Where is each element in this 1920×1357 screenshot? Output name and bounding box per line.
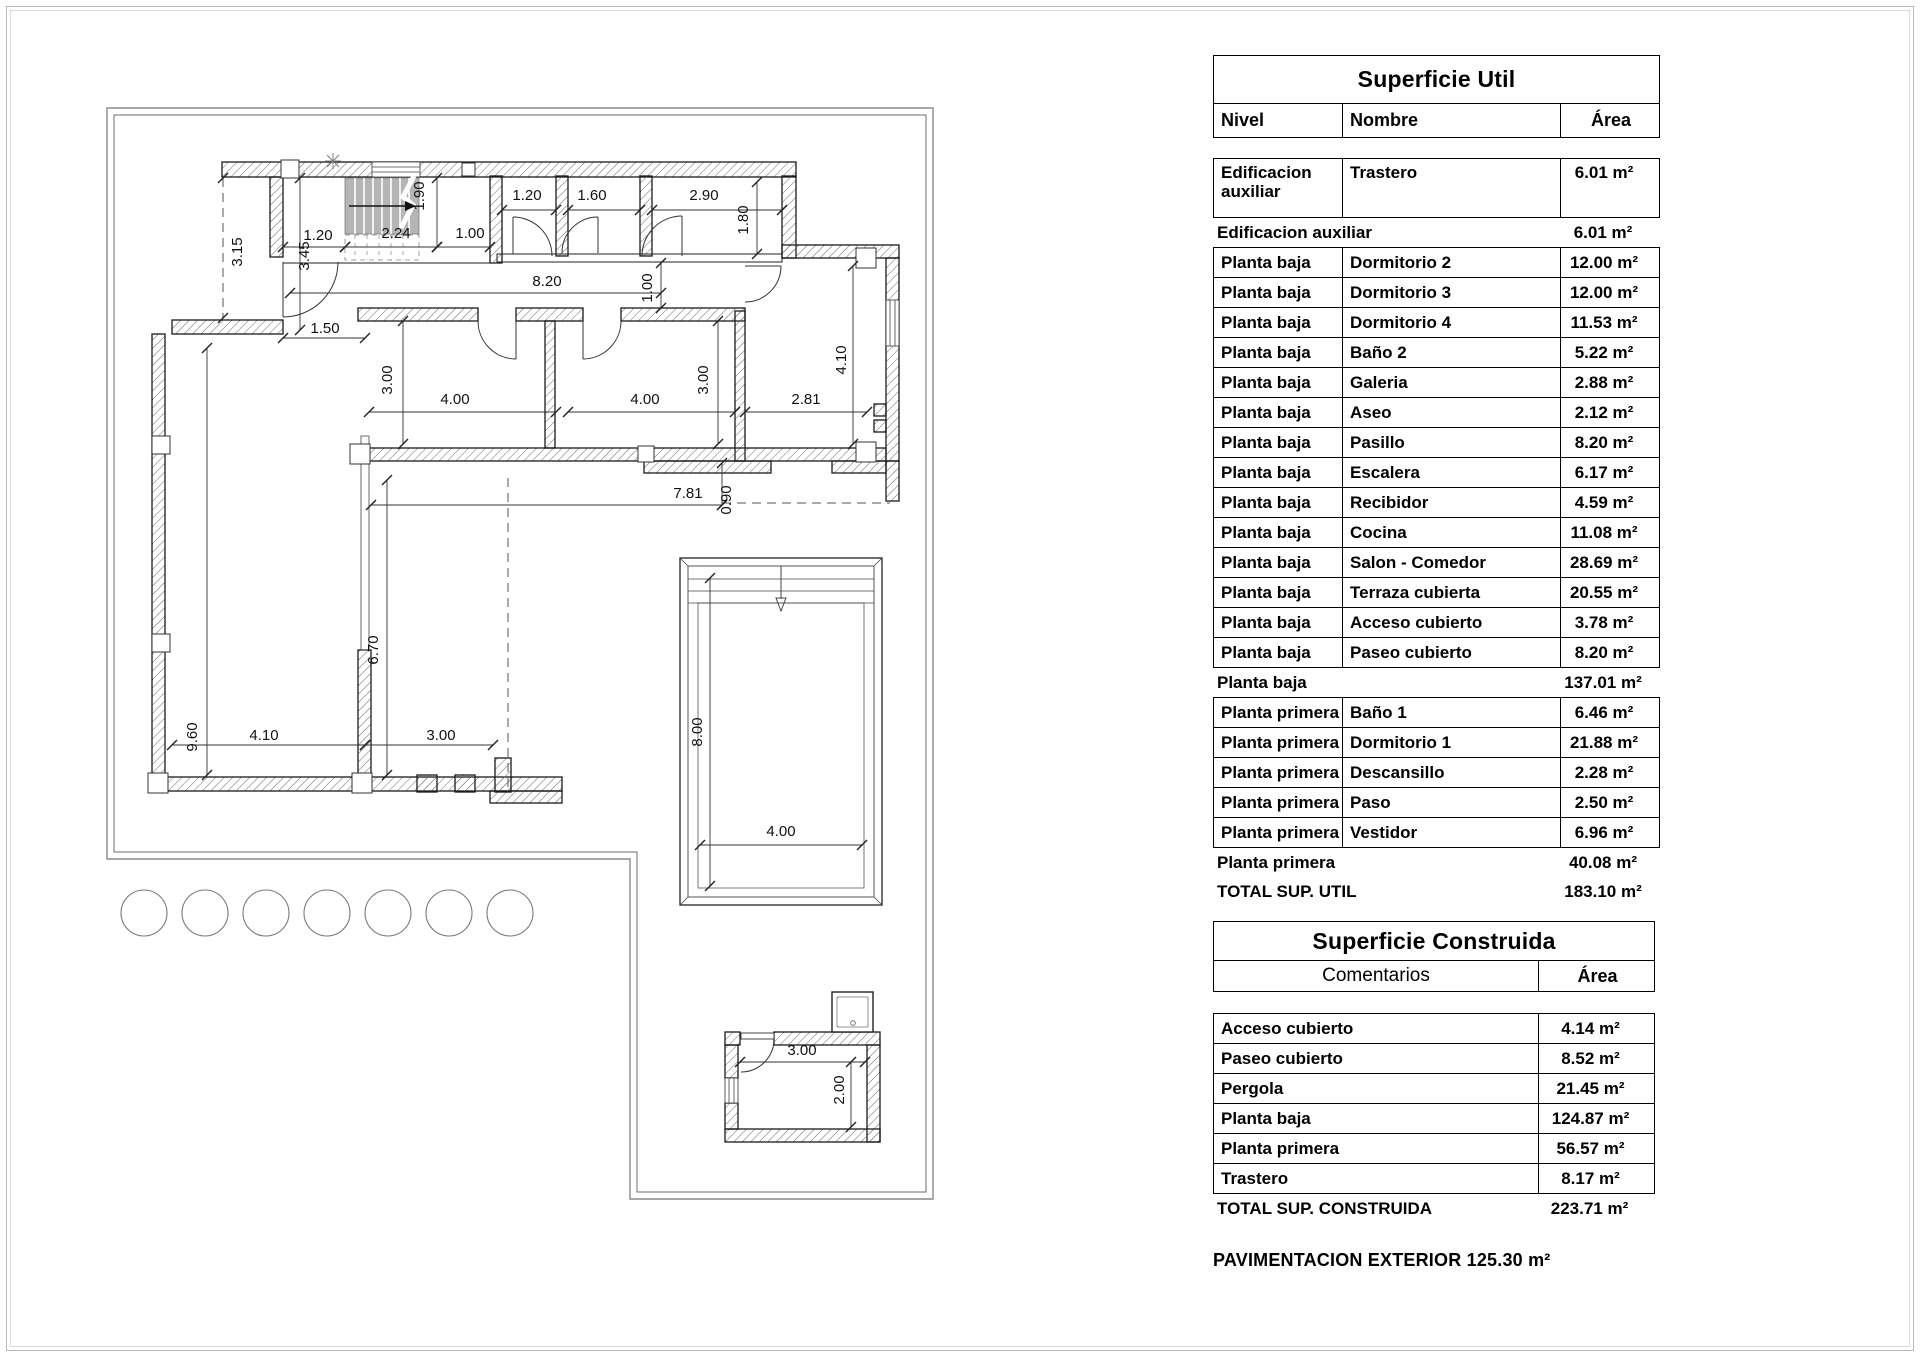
table-subtotal-row xyxy=(1213,848,1660,877)
cell-nombre: Dormitorio 4 xyxy=(1343,308,1561,337)
table-row xyxy=(1214,787,1659,817)
cell-nombre: Escalera xyxy=(1343,458,1561,487)
cell-nombre: Paso xyxy=(1343,788,1561,817)
cell-nombre: Salon - Comedor xyxy=(1343,548,1561,577)
cell-nombre: Aseo xyxy=(1343,398,1561,427)
cell-label: Pergola xyxy=(1214,1074,1539,1103)
cell-area: 6.96 m² xyxy=(1574,822,1634,842)
cell-nombre: Dormitorio 2 xyxy=(1343,248,1561,277)
table-row xyxy=(1214,1014,1654,1043)
cell-nivel: Planta baja xyxy=(1214,278,1343,307)
cell-nombre: Dormitorio 3 xyxy=(1343,278,1561,307)
table-title: Superficie Construida xyxy=(1213,921,1655,961)
dimension-label: 4.10 xyxy=(249,727,279,744)
table-group xyxy=(1213,158,1660,218)
cell-nivel: Edificacion auxiliar xyxy=(1214,159,1343,217)
cell-label: Planta baja xyxy=(1214,1104,1539,1133)
dimension-label: 1.00 xyxy=(455,225,485,242)
table-row xyxy=(1214,1103,1654,1133)
dimension-label: 4.00 xyxy=(766,823,796,840)
table-row xyxy=(1214,1133,1654,1163)
cell-area: 56.57 m² xyxy=(1556,1138,1625,1158)
cell-nivel: Planta baja xyxy=(1214,368,1343,397)
subtotal-area: 40.08 m² xyxy=(1568,852,1638,872)
cell-area: 20.55 m² xyxy=(1569,582,1639,602)
dimension-label: 3.00 xyxy=(787,1042,817,1059)
cell-nombre: Galeria xyxy=(1343,368,1561,397)
subtotal-label: Planta baja xyxy=(1217,672,1307,692)
cell-nivel: Planta baja xyxy=(1214,308,1343,337)
cell-nombre: Acceso cubierto xyxy=(1343,608,1561,637)
superficie-construida-table xyxy=(1213,921,1655,1223)
table-subtotal-row xyxy=(1213,668,1660,697)
dimension-label: 2.81 xyxy=(791,391,821,408)
cell-nivel: Planta baja xyxy=(1214,338,1343,367)
dimension-label: 1.60 xyxy=(577,187,607,204)
dimension-label: 7.81 xyxy=(673,485,703,502)
header-area: Área xyxy=(1577,965,1618,986)
table-row xyxy=(1214,487,1659,517)
cell-area: 8.52 m² xyxy=(1561,1048,1620,1068)
cell-nivel: Planta baja xyxy=(1214,248,1343,277)
dimension-label: 4.00 xyxy=(440,391,470,408)
cell-nivel: Planta primera xyxy=(1214,728,1343,757)
superficie-util-table xyxy=(1213,55,1660,906)
dimension-label: 1.90 xyxy=(411,181,428,211)
dimension-label: 1.00 xyxy=(639,273,656,303)
cell-area: 4.59 m² xyxy=(1574,492,1634,512)
cell-nivel: Planta baja xyxy=(1214,638,1343,667)
dimension-label: 1.20 xyxy=(512,187,542,204)
cell-nivel: Planta baja xyxy=(1214,428,1343,457)
total-label: TOTAL SUP. CONSTRUIDA xyxy=(1217,1198,1433,1218)
table-row xyxy=(1214,727,1659,757)
dimension-label: 1.80 xyxy=(735,205,752,235)
cell-area: 5.22 m² xyxy=(1574,342,1634,362)
table-row xyxy=(1214,517,1659,547)
dimension-label: 2.24 xyxy=(381,225,411,242)
cell-nombre: Dormitorio 1 xyxy=(1343,728,1561,757)
cell-area: 6.46 m² xyxy=(1574,702,1634,722)
subtotal-label: Planta primera xyxy=(1217,852,1336,872)
table-row xyxy=(1214,307,1659,337)
cell-area: 8.20 m² xyxy=(1574,642,1634,662)
cell-nombre: Recibidor xyxy=(1343,488,1561,517)
cell-nombre: Cocina xyxy=(1343,518,1561,547)
table-row xyxy=(1214,457,1659,487)
cell-area: 2.12 m² xyxy=(1574,402,1634,422)
table-row xyxy=(1214,1163,1654,1193)
table-row xyxy=(1214,397,1659,427)
cell-area: 12.00 m² xyxy=(1569,252,1639,272)
header-comentarios: Comentarios xyxy=(1214,961,1539,991)
table-row xyxy=(1214,1043,1654,1073)
table-row xyxy=(1214,637,1659,667)
cell-label: Planta primera xyxy=(1214,1134,1539,1163)
cell-area: 8.20 m² xyxy=(1574,432,1634,452)
table-row xyxy=(1214,577,1659,607)
cell-nivel: Planta baja xyxy=(1214,548,1343,577)
dimension-label: 2.00 xyxy=(831,1075,848,1105)
dimension-label: 2.90 xyxy=(689,187,719,204)
cell-nivel: Planta primera xyxy=(1214,758,1343,787)
cell-area: 12.00 m² xyxy=(1569,282,1639,302)
table-group xyxy=(1213,247,1660,668)
cell-area: 6.01 m² xyxy=(1574,163,1634,182)
cell-area: 11.53 m² xyxy=(1570,312,1638,332)
cell-area: 124.87 m² xyxy=(1551,1108,1630,1128)
cell-nivel: Planta baja xyxy=(1214,488,1343,517)
subtotal-area: 137.01 m² xyxy=(1564,672,1642,692)
table-title: Superficie Util xyxy=(1213,55,1660,104)
cell-label: Acceso cubierto xyxy=(1214,1014,1539,1043)
cell-area: 2.28 m² xyxy=(1574,762,1634,782)
cell-nombre: Baño 2 xyxy=(1343,338,1561,367)
dimension-label: 3.15 xyxy=(229,237,246,267)
total-area: 183.10 m² xyxy=(1564,881,1642,901)
subtotal-area: 6.01 m² xyxy=(1573,222,1633,242)
cell-nivel: Planta baja xyxy=(1214,398,1343,427)
cell-nivel: Planta baja xyxy=(1214,518,1343,547)
cell-area: 4.14 m² xyxy=(1561,1018,1620,1038)
dimension-label: 1.50 xyxy=(310,320,340,337)
cell-area: 6.17 m² xyxy=(1574,462,1634,482)
dimension-label: 1.20 xyxy=(303,227,333,244)
total-area: 223.71 m² xyxy=(1550,1198,1629,1218)
cell-nivel: Planta baja xyxy=(1214,608,1343,637)
cell-nombre: Vestidor xyxy=(1343,818,1561,847)
cell-nivel: Planta baja xyxy=(1214,458,1343,487)
pavimentacion-note: PAVIMENTACION EXTERIOR 125.30 m² xyxy=(1213,1250,1551,1270)
cell-nivel: Planta primera xyxy=(1214,698,1343,727)
dimension-label: 3.45 xyxy=(296,241,313,271)
cell-area: 11.08 m² xyxy=(1570,522,1638,542)
subtotal-label: Edificacion auxiliar xyxy=(1217,222,1372,242)
table-row xyxy=(1214,367,1659,397)
table-header xyxy=(1213,961,1655,992)
cell-nivel: Planta baja xyxy=(1214,578,1343,607)
dimension-label: 8.20 xyxy=(532,273,562,290)
table-row xyxy=(1214,547,1659,577)
cell-nombre: Baño 1 xyxy=(1343,698,1561,727)
cell-area: 28.69 m² xyxy=(1569,552,1639,572)
dimension-label: 8.00 xyxy=(689,717,706,747)
cell-nivel: Planta primera xyxy=(1214,788,1343,817)
table-total-row xyxy=(1213,1194,1655,1223)
cell-nombre: Descansillo xyxy=(1343,758,1561,787)
cell-nombre: Trastero xyxy=(1343,159,1561,217)
cell-area: 3.78 m² xyxy=(1574,612,1634,632)
header-nivel: Nivel xyxy=(1214,104,1343,137)
cell-nivel: Planta primera xyxy=(1214,818,1343,847)
dimension-label: 4.00 xyxy=(630,391,660,408)
table-total-row xyxy=(1213,877,1660,906)
table-row xyxy=(1214,698,1659,727)
table-row xyxy=(1214,248,1659,277)
dimension-label: 6.70 xyxy=(365,635,382,665)
table-subtotal-row xyxy=(1213,218,1660,247)
dimension-label: 3.00 xyxy=(379,365,396,395)
total-label: TOTAL SUP. UTIL xyxy=(1217,881,1357,901)
header-nombre: Nombre xyxy=(1343,104,1561,137)
cell-area: 21.45 m² xyxy=(1556,1078,1625,1098)
dimension-label: 4.10 xyxy=(833,345,850,375)
table-group xyxy=(1213,697,1660,848)
table-row xyxy=(1214,427,1659,457)
table-header xyxy=(1213,104,1660,138)
cell-nombre: Paseo cubierto xyxy=(1343,638,1561,667)
table-row xyxy=(1214,277,1659,307)
cell-area: 2.50 m² xyxy=(1574,792,1634,812)
table-row xyxy=(1214,817,1659,847)
table-row xyxy=(1214,337,1659,367)
dimension-label: 9.60 xyxy=(184,722,201,752)
table-row xyxy=(1214,757,1659,787)
cell-label: Trastero xyxy=(1214,1164,1539,1193)
cell-nombre: Terraza cubierta xyxy=(1343,578,1561,607)
table-row xyxy=(1214,1073,1654,1103)
dimension-label: 3.00 xyxy=(695,365,712,395)
dimension-label: 0.90 xyxy=(718,485,735,515)
dimension-label: 3.00 xyxy=(426,727,456,744)
cell-area: 21.88 m² xyxy=(1569,732,1639,752)
header-area: Área xyxy=(1590,110,1632,130)
table-row xyxy=(1214,607,1659,637)
cell-label: Paseo cubierto xyxy=(1214,1044,1539,1073)
cell-nombre: Pasillo xyxy=(1343,428,1561,457)
cell-area: 8.17 m² xyxy=(1561,1168,1620,1188)
cell-area: 2.88 m² xyxy=(1574,372,1634,392)
table-row xyxy=(1214,159,1659,217)
